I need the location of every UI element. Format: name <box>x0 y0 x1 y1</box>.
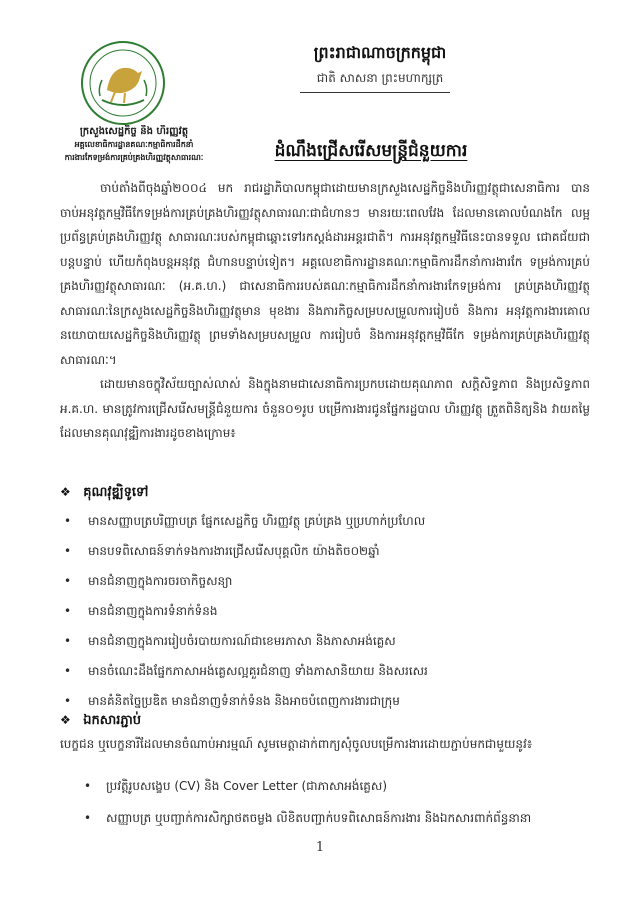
qualifications-heading <box>60 484 148 503</box>
diamond-bullet-icon: ❖ <box>60 713 71 727</box>
attachments-heading-text: ឯកសារភ្ជាប់ <box>83 713 142 728</box>
document-title: ដំណឹងជ្រើសរើសមន្ត្រីជំនួយការ <box>274 141 468 161</box>
qualification-text: មានជំនាញក្នុងការទំនាក់ទំនង <box>88 604 218 618</box>
document-body <box>60 176 590 446</box>
bullet-icon: • <box>84 779 92 793</box>
qualifications-heading-text: គុណវុឌ្ឍិទូទៅ <box>83 485 149 500</box>
bullet-icon: • <box>64 574 72 588</box>
qualifications-list <box>60 506 600 716</box>
bullet-icon: • <box>64 664 72 678</box>
qualification-text: មានបទពិសោធន៍ទាក់ទងការងារជ្រើសរើសបុគ្គលិក យ៉ាងតិច០២ឆ្នាំ <box>88 544 380 558</box>
kingdom-header <box>250 42 510 88</box>
page-number: 1 <box>315 840 325 855</box>
attachments-heading <box>60 712 141 731</box>
bullet-icon: • <box>64 514 72 528</box>
qualification-text: មានចំណេះដឹងផ្នែកភាសាអង់គ្លេសល្អគួរជំនាញ ទាំងភាសានិយាយ និងសរសេរ <box>88 664 428 678</box>
attachments-list <box>84 770 604 834</box>
ministry-name-block <box>44 125 224 164</box>
header-divider <box>300 92 450 93</box>
national-motto: ជាតិ សាសនា ព្រះមហាក្សត្រ <box>316 71 444 85</box>
ministry-logo <box>80 40 166 126</box>
bullet-icon: • <box>84 811 92 825</box>
department-name: អគ្គលេខាធិការដ្ឋានគណៈកម្មាធិការដឹកនាំ <box>74 140 194 149</box>
diamond-bullet-icon: ❖ <box>60 485 71 499</box>
qualification-text: មានជំនាញក្នុងការរៀបចំរបាយការណ៍ជាខេមរភាសា និងភាសាអង់គ្លេស <box>88 634 396 648</box>
qualification-text: មានគំនិតច្នៃប្រឌិត មានជំនាញទំនាក់ទំនង និងអាចបំពេញការងារជាក្រុម <box>88 694 400 708</box>
list-item <box>60 566 600 596</box>
list-item <box>60 596 600 626</box>
list-item <box>84 770 604 802</box>
list-item <box>60 506 600 536</box>
intro-paragraph: ចាប់តាំងពីចុងឆ្នាំ២០០៤ មក រាជរដ្ឋាភិបាលកម្ពុជាដោយមានក្រសួងសេដ្ឋកិច្ចនិងហិរញ្ញវត្ថុជាសេនាធិការ បាន ចាប់អនុវត្តកម្មវិធីកែទម្រង់ការគ្រប់គ្រងហិរញ្ញវត្ថុសាធារណៈជាជំហានៗ មានរយៈពេលវែង ដែលមានគោលបំណងកែ លម្អប្រព័ន្ធគ្រប់គ្រងហិរញ្ញវត្ថុ សាធារណៈរបស់កម្ពុជាឆ្ពោះទៅរកស្តង់ដារអន្តរជាតិ។ ការអនុវត្តកម្មវិធីនេះបានទទួល ជោគជ័យជាបន្តបន្ទាប់ ហើយកំពុងបន្តអនុវត្ត ជំហានបន្ទាប់ទៀត។ អគ្គលេខាធិការដ្ឋានគណៈកម្មាធិការដឹកនាំការងារកែ ទម្រង់ការគ្រប់គ្រងហិរញ្ញវត្ថុសាធារណៈ (អ.គ.ហ.) ជាសេនាធិការរបស់គណៈកម្មាធិការដឹកនាំការងារកែទម្រង់ការ គ្រប់គ្រងហិរញ្ញវត្ថុសាធារណៈនៃក្រសួងសេដ្ឋកិច្ចនិងហិរញ្ញវត្ថុមាន មុខងារ និងភារកិច្ចសម្របសម្រួលការរៀបចំ និងការ អនុវត្តការងារគោលនយោបាយសេដ្ឋកិច្ចនិងហិរញ្ញវត្ថុ ព្រមទាំងសម្របសម្រួល ការរៀបចំ និងការអនុវត្តកម្មវិធីកែ ទម្រង់ការគ្រប់គ្រងហិរញ្ញវត្ថុសាធារណៈ។ <box>60 181 590 367</box>
attachments-intro: បេក្ខជន ឬបេក្ខនារីដែលមានចំណាប់អារម្មណ៍ សូមមេត្តាដាក់ពាក្យសុំចូលបម្រើការងារដោយភ្ជាប់មកជាមួយនូវ៖ <box>60 737 533 751</box>
bullet-icon: • <box>64 544 72 558</box>
bullet-icon: • <box>64 604 72 618</box>
attachment-text: សញ្ញាបត្រ ឬបញ្ជាក់ការសិក្សាថតចម្លង លិខិតបញ្ជាក់បទពិសោធន៍ការងារ និងឯកសារពាក់ព័ន្ធនានា <box>106 811 532 825</box>
recruitment-paragraph: ដោយមានចក្ខុវិស័យច្បាស់លាស់ និងក្នុងនាមជាសេនាធិការប្រកបដោយគុណភាព សក្តិសិទ្ធភាព និងប្រសិទ្ធភាព អ.គ.ហ. មានត្រូវការជ្រើសរើសមន្ត្រីជំនួយការ ចំនួន០១រូប បម្រើការងារជូនផ្នែករដ្ឋបាល ហិរញ្ញវត្ថុ ត្រួតពិនិត្យនិង វាយតម្លៃ ដែលមានគុណវុឌ្ឍិការងារដូចខាងក្រោម៖ <box>60 377 590 440</box>
attachment-text: ប្រវត្តិរូបសង្ខេប (CV) និង Cover Letter (ជាភាសាអង់គ្លេស) <box>106 779 388 793</box>
list-item <box>60 656 600 686</box>
list-item <box>60 626 600 656</box>
list-item <box>84 802 604 834</box>
ministry-name: ក្រសួងសេដ្ឋកិច្ច និង ហិរញ្ញវត្ថុ <box>79 126 189 137</box>
bullet-icon: • <box>64 694 72 708</box>
qualification-text: មានជំនាញក្នុងការចរចាកិច្ចសន្យា <box>88 574 233 588</box>
list-item <box>60 536 600 566</box>
bullet-icon: • <box>64 634 72 648</box>
kingdom-title: ព្រះរាជាណាចក្រកម្ពុជា <box>313 43 447 62</box>
committee-name: ការងារកែទម្រង់ការគ្រប់គ្រងហិរញ្ញវត្ថុសាធារណៈ <box>64 153 204 162</box>
qualification-text: មានសញ្ញាបត្របរិញ្ញាបត្រ ផ្នែកសេដ្ឋកិច្ច ហិរញ្ញវត្ថុ គ្រប់គ្រង ឬប្រហាក់ប្រហែល <box>88 514 426 528</box>
